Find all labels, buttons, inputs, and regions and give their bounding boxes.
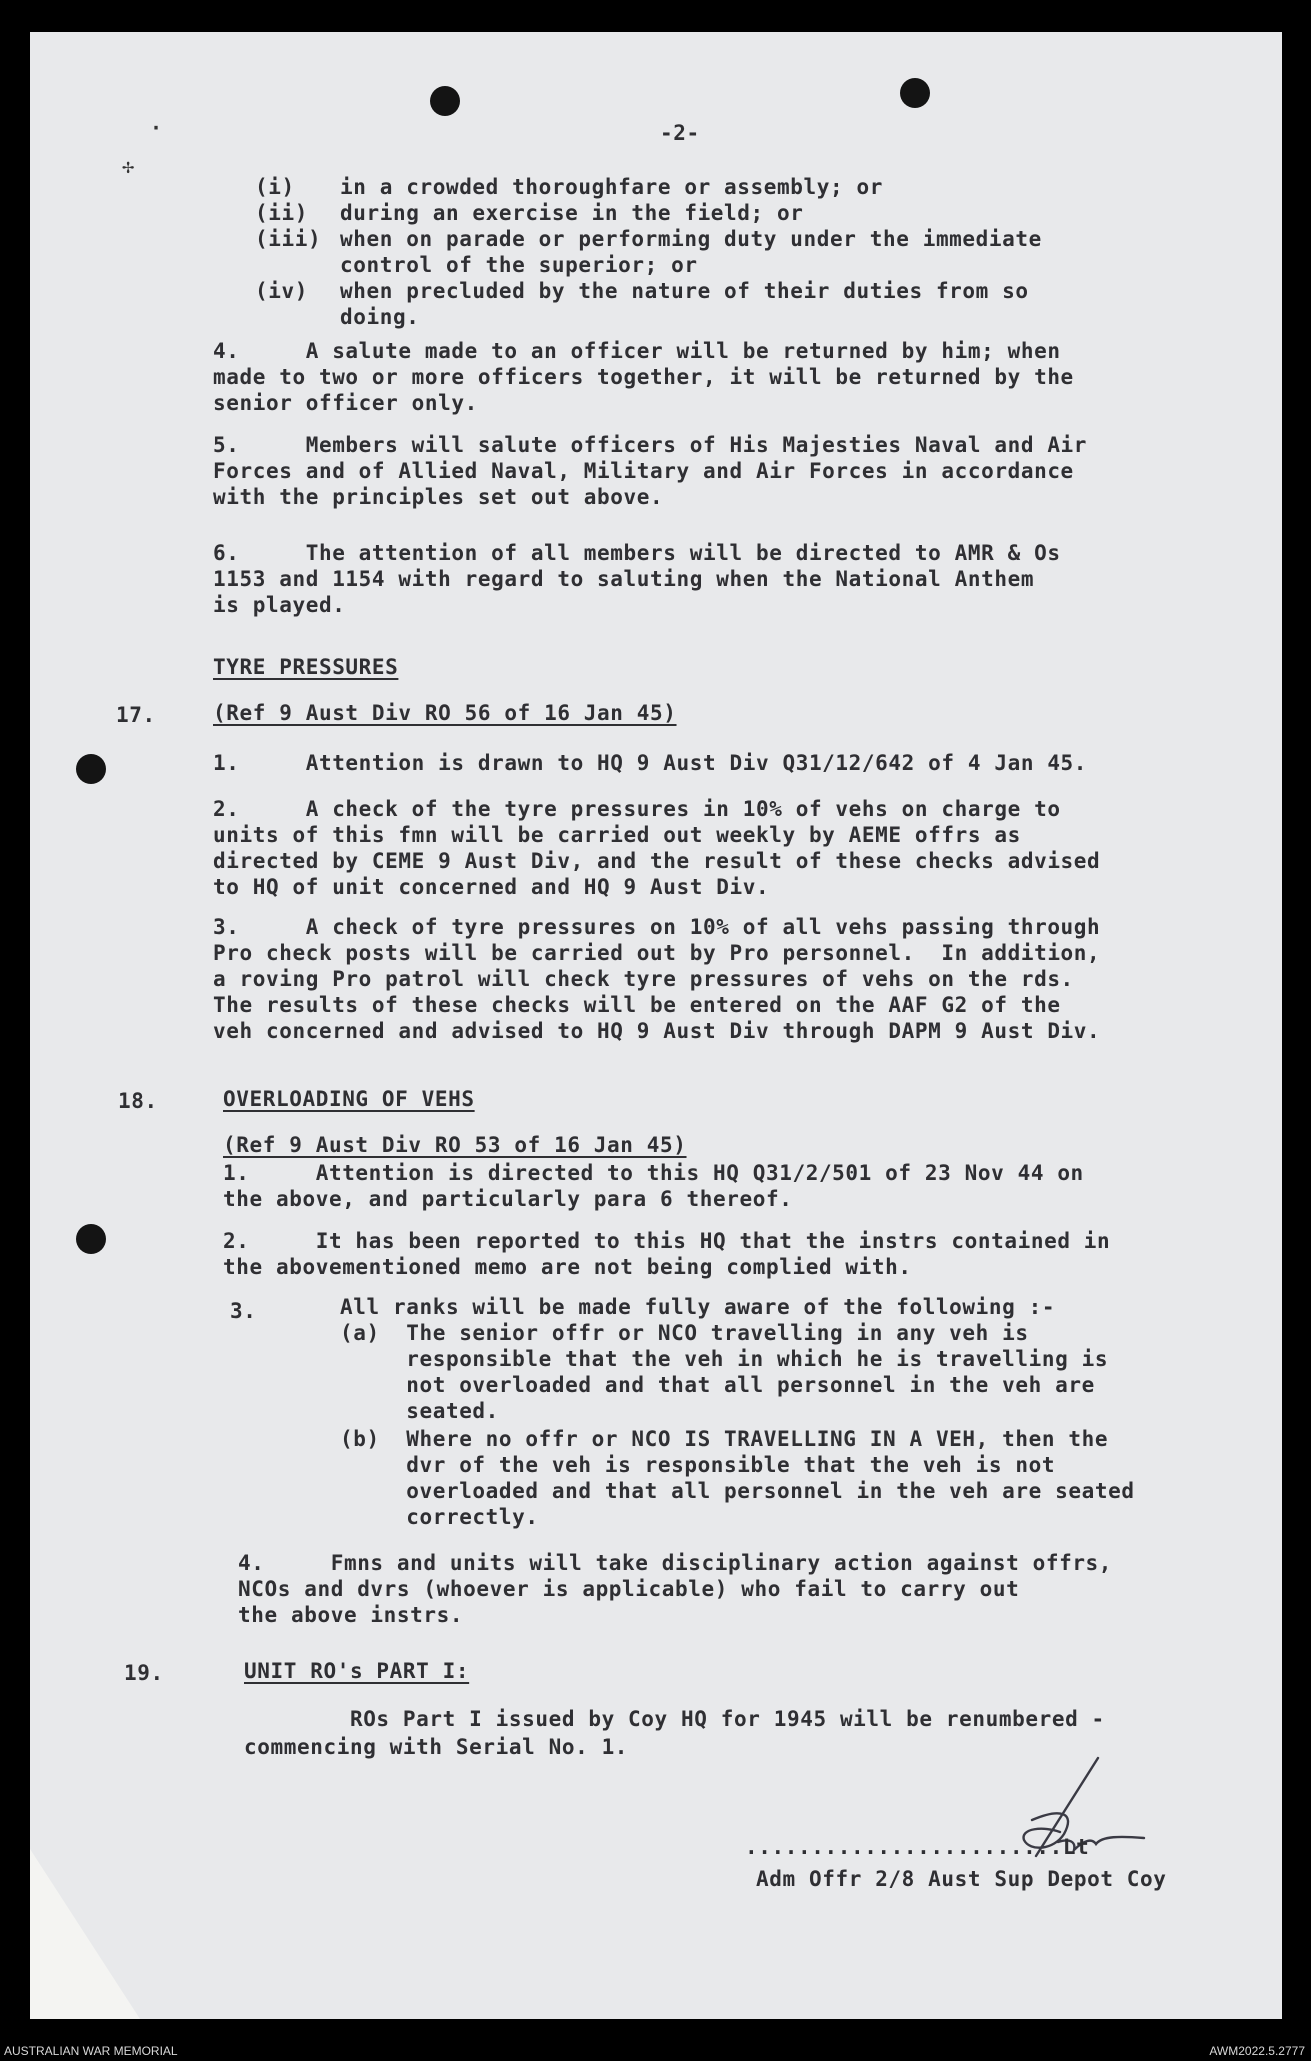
footer-reference: AWM2022.5.2777 bbox=[1209, 2044, 1305, 2058]
list-item-text: during an exercise in the field; or bbox=[340, 201, 804, 225]
text-line: 4. A salute made to an officer will be returned by him; when bbox=[213, 339, 1061, 363]
footer-institution: AUSTRALIAN WAR MEMORIAL bbox=[4, 2044, 178, 2058]
text-line: 3. A check of tyre pressures on 10% of all vehs passing through bbox=[213, 915, 1101, 939]
text-line: senior officer only. bbox=[213, 391, 478, 415]
text-line: directed by CEME 9 Aust Div, and the result of these checks advised bbox=[213, 849, 1101, 873]
text-line: not overloaded and that all personnel in the veh are bbox=[340, 1373, 1095, 1397]
serial-18-para-1 bbox=[223, 1160, 1084, 1212]
list-item-number: (i) bbox=[255, 175, 295, 199]
text-line: seated. bbox=[340, 1399, 499, 1423]
serial-17-para-3 bbox=[213, 914, 1100, 1044]
serial-18-para-4 bbox=[238, 1550, 1112, 1628]
list-item-number: (ii) bbox=[255, 201, 308, 225]
text-line: 6. The attention of all members will be directed to AMR & Os bbox=[213, 541, 1061, 565]
serial-18-para-2 bbox=[223, 1228, 1110, 1280]
text-line: 1. Attention is directed to this HQ Q31/2/501 of 23 Nov 44 on bbox=[223, 1161, 1084, 1185]
text-line: 2. A check of the tyre pressures in 10% of vehs on charge to bbox=[213, 797, 1061, 821]
smudge-mark: ✢ bbox=[122, 154, 135, 178]
smudge-mark: · bbox=[150, 116, 163, 140]
signature-title: Adm Offr 2/8 Aust Sup Depot Coy bbox=[756, 1867, 1167, 1891]
serial-18-para-3-number: 3. bbox=[230, 1299, 257, 1323]
text-line: the abovementioned memo are not being complied with. bbox=[223, 1255, 912, 1279]
serial-18-para-3-a bbox=[340, 1320, 1108, 1424]
text-line: 1153 and 1154 with regard to saluting when the National Anthem bbox=[213, 567, 1035, 591]
text-line: is played. bbox=[213, 593, 346, 617]
paragraph-4 bbox=[213, 338, 1074, 416]
paragraph-6 bbox=[213, 540, 1061, 618]
signature-line: ........................Lt bbox=[745, 1835, 1090, 1859]
list-item-number: (iv) bbox=[255, 279, 308, 303]
list-item-text: when precluded by the nature of their duties from so bbox=[340, 279, 1029, 303]
text-line: Pro check posts will be carried out by Pro personnel. In addition, bbox=[213, 941, 1101, 965]
serial-18: 18. bbox=[118, 1089, 158, 1113]
serial-19-text bbox=[244, 1706, 1105, 1762]
serial-18-para-3-intro: All ranks will be made fully aware of the following :- bbox=[340, 1295, 1056, 1319]
document-page bbox=[30, 32, 1282, 2019]
punch-hole bbox=[430, 86, 460, 116]
text-line: 4. Fmns and units will take disciplinary action against offrs, bbox=[238, 1551, 1113, 1575]
serial-19: 19. bbox=[124, 1661, 164, 1685]
text-line: 5. Members will salute officers of His Majesties Naval and Air bbox=[213, 433, 1088, 457]
text-line: ROs Part I issued by Coy HQ for 1945 will be renumbered - bbox=[244, 1707, 1105, 1731]
heading-unit-ros: UNIT RO's PART I: bbox=[244, 1659, 470, 1683]
text-line: NCOs and dvrs (whoever is applicable) who fail to carry out bbox=[238, 1577, 1020, 1601]
list-item-text: in a crowded thoroughfare or assembly; or bbox=[340, 175, 883, 199]
serial-17-para-2 bbox=[213, 796, 1100, 900]
text-line: overloaded and that all personnel in the veh are seated bbox=[340, 1479, 1135, 1503]
text-line: Forces and of Allied Naval, Military and Air Forces in accordance bbox=[213, 459, 1074, 483]
reference-18: (Ref 9 Aust Div RO 53 of 16 Jan 45) bbox=[223, 1133, 687, 1157]
page-corner-curl bbox=[30, 1849, 140, 2019]
serial-17: 17. bbox=[116, 703, 156, 727]
text-line: responsible that the veh in which he is travelling is bbox=[340, 1347, 1109, 1371]
paragraph-5 bbox=[213, 432, 1087, 510]
punch-hole bbox=[900, 78, 930, 108]
text-line: to HQ of unit concerned and HQ 9 Aust Div. bbox=[213, 875, 770, 899]
punch-hole bbox=[76, 754, 106, 784]
text-line: the above instrs. bbox=[238, 1603, 464, 1627]
serial-17-para-1: 1. Attention is drawn to HQ 9 Aust Div Q31/12/642 of 4 Jan 45. bbox=[213, 751, 1088, 775]
text-line: 2. It has been reported to this HQ that the instrs contained in bbox=[223, 1229, 1111, 1253]
text-line: dvr of the veh is responsible that the veh is not bbox=[340, 1453, 1056, 1477]
text-line: veh concerned and advised to HQ 9 Aust Div through DAPM 9 Aust Div. bbox=[213, 1019, 1101, 1043]
serial-18-para-3-b bbox=[340, 1426, 1135, 1530]
punch-hole bbox=[76, 1224, 106, 1254]
page-number: -2- bbox=[660, 121, 700, 145]
text-line: commencing with Serial No. 1. bbox=[244, 1735, 629, 1759]
text-line: with the principles set out above. bbox=[213, 485, 664, 509]
heading-overloading: OVERLOADING OF VEHS bbox=[223, 1087, 475, 1111]
text-line: The results of these checks will be entered on the AAF G2 of the bbox=[213, 993, 1061, 1017]
text-line: (a) The senior offr or NCO travelling in any veh is bbox=[340, 1321, 1029, 1345]
list-item-number: (iii) bbox=[255, 227, 322, 251]
list-item-text: doing. bbox=[340, 305, 420, 329]
list-item-text: when on parade or performing duty under the immediate bbox=[340, 227, 1042, 251]
text-line: made to two or more officers together, it will be returned by the bbox=[213, 365, 1074, 389]
heading-tyre-pressures: TYRE PRESSURES bbox=[213, 655, 399, 679]
text-line: a roving Pro patrol will check tyre pressures of vehs on the rds. bbox=[213, 967, 1074, 991]
text-line: the above, and particularly para 6 thereof. bbox=[223, 1187, 793, 1211]
text-line: (b) Where no offr or NCO IS TRAVELLING IN A VEH, then the bbox=[340, 1427, 1109, 1451]
list-item-text: control of the superior; or bbox=[340, 253, 698, 277]
text-line: units of this fmn will be carried out weekly by AEME offrs as bbox=[213, 823, 1021, 847]
reference-17: (Ref 9 Aust Div RO 56 of 16 Jan 45) bbox=[213, 701, 677, 725]
text-line: correctly. bbox=[340, 1505, 539, 1529]
